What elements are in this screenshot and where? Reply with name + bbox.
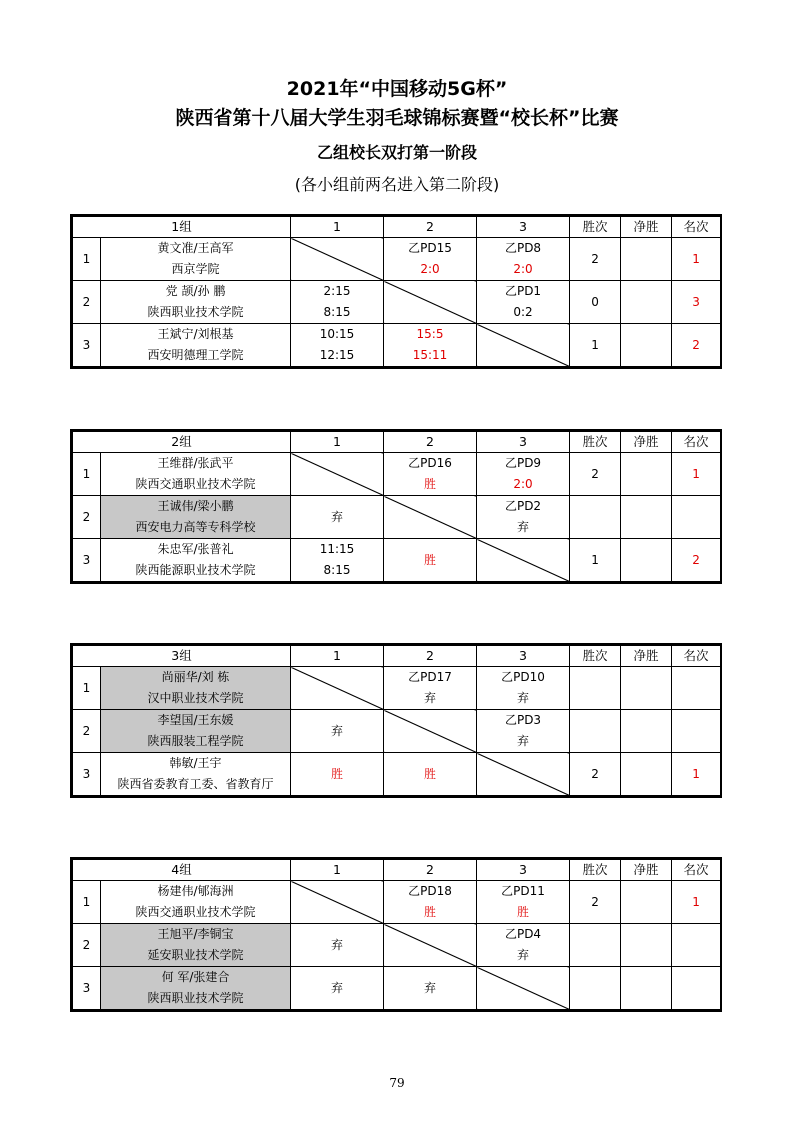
- seed-number: 2: [73, 924, 101, 967]
- result-cell-vs-2: [384, 539, 477, 582]
- result-cell-vs-1: [291, 496, 384, 539]
- player-pair: 黄文准/王高军: [157, 241, 234, 255]
- col-header-1: 1: [291, 860, 384, 881]
- team-cell: [101, 710, 291, 753]
- match-score: 0:2: [513, 305, 533, 319]
- school-name: 西京学院: [171, 262, 220, 276]
- rank-value: 2: [672, 324, 721, 367]
- group-table-2: [70, 429, 722, 584]
- col-header-3: 3: [477, 432, 570, 453]
- match-score: 弃: [517, 948, 530, 962]
- group-name: 4组: [73, 860, 291, 881]
- col-header-2: 2: [384, 646, 477, 667]
- rank-value: 1: [672, 453, 721, 496]
- match-score: 8:15: [323, 305, 351, 319]
- player-pair: 李望国/王东媛: [157, 713, 234, 727]
- match-code: 15:5: [416, 327, 444, 341]
- player-pair: 杨建伟/郇海洲: [157, 884, 234, 898]
- group-header-row: [73, 217, 721, 238]
- wins-count: 0: [570, 281, 621, 324]
- match-code: 乙PD15: [408, 241, 452, 255]
- match-score: 弃: [517, 691, 530, 705]
- school-name: 陕西职业技术学院: [147, 991, 244, 1005]
- player-pair: 党 颉/孙 鹏: [165, 284, 226, 298]
- school-name: 汉中职业技术学院: [147, 691, 244, 705]
- self-match-diagonal: [477, 539, 570, 582]
- col-header-rank: 名次: [672, 860, 721, 881]
- result-mark: 弃: [331, 938, 344, 952]
- group-table-3: [70, 643, 722, 798]
- net-wins: [621, 238, 672, 281]
- team-cell: [101, 967, 291, 1010]
- self-match-diagonal: [477, 967, 570, 1010]
- col-header-wins: 胜次: [570, 860, 621, 881]
- player-pair: 朱忠军/张普礼: [157, 542, 234, 556]
- result-mark: 胜: [424, 553, 437, 567]
- net-wins: [621, 453, 672, 496]
- result-cell-vs-3: [477, 281, 570, 324]
- rank-value: [672, 710, 721, 753]
- team-cell: [101, 753, 291, 796]
- result-cell-vs-3: [477, 881, 570, 924]
- school-name: 陕西交通职业技术学院: [135, 477, 256, 491]
- match-score: 2:0: [513, 477, 533, 491]
- col-header-1: 1: [291, 217, 384, 238]
- match-code: 乙PD9: [504, 456, 542, 470]
- team-cell: [101, 924, 291, 967]
- self-match-diagonal: [477, 324, 570, 367]
- col-header-1: 1: [291, 432, 384, 453]
- school-name: 陕西交通职业技术学院: [135, 905, 256, 919]
- player-pair: 王旭平/李铜宝: [157, 927, 234, 941]
- match-code: 乙PD3: [504, 713, 542, 727]
- wins-count: [570, 496, 621, 539]
- match-score: 2:0: [513, 262, 533, 276]
- wins-count: 1: [570, 539, 621, 582]
- seed-number: 3: [73, 967, 101, 1010]
- table-row: [73, 453, 721, 496]
- player-pair: 韩敏/王宇: [169, 756, 222, 770]
- match-code: 2:15: [323, 284, 351, 298]
- result-cell-vs-3: [477, 667, 570, 710]
- result-cell-vs-2: [384, 324, 477, 367]
- result-cell-vs-2: [384, 881, 477, 924]
- rank-value: [672, 496, 721, 539]
- result-cell-vs-3: [477, 453, 570, 496]
- col-header-rank: 名次: [672, 646, 721, 667]
- rank-value: 1: [672, 881, 721, 924]
- match-score: 胜: [517, 905, 530, 919]
- match-code: 乙PD10: [501, 670, 545, 684]
- result-cell-vs-1: [291, 324, 384, 367]
- group-name: 3组: [73, 646, 291, 667]
- table-row: [73, 496, 721, 539]
- group-name: 2组: [73, 432, 291, 453]
- group-header-row: [73, 646, 721, 667]
- table-row: [73, 281, 721, 324]
- result-cell-vs-1: [291, 539, 384, 582]
- self-match-diagonal: [384, 710, 477, 753]
- player-pair: 王诚伟/梁小鹏: [157, 499, 234, 513]
- result-cell-vs-1: [291, 281, 384, 324]
- title-line-4: (各小组前两名进入第二阶段): [294, 175, 500, 194]
- result-cell-vs-1: [291, 967, 384, 1010]
- match-score: 弃: [517, 734, 530, 748]
- col-header-2: 2: [384, 217, 477, 238]
- wins-count: [570, 710, 621, 753]
- wins-count: [570, 967, 621, 1010]
- col-header-net: 净胜: [621, 860, 672, 881]
- team-cell: [101, 881, 291, 924]
- net-wins: [621, 496, 672, 539]
- result-mark: 弃: [424, 981, 437, 995]
- result-mark: 弃: [331, 724, 344, 738]
- seed-number: 2: [73, 496, 101, 539]
- table-row: [73, 710, 721, 753]
- result-cell-vs-1: [291, 710, 384, 753]
- result-cell-vs-3: [477, 496, 570, 539]
- result-cell-vs-3: [477, 710, 570, 753]
- net-wins: [621, 967, 672, 1010]
- match-code: 乙PD16: [408, 456, 452, 470]
- seed-number: 1: [73, 881, 101, 924]
- wins-count: 2: [570, 753, 621, 796]
- self-match-diagonal: [291, 238, 384, 281]
- table-row: [73, 324, 721, 367]
- rank-value: 2: [672, 539, 721, 582]
- net-wins: [621, 667, 672, 710]
- col-header-wins: 胜次: [570, 217, 621, 238]
- net-wins: [621, 710, 672, 753]
- col-header-net: 净胜: [621, 432, 672, 453]
- self-match-diagonal: [291, 453, 384, 496]
- school-name: 西安明德理工学院: [147, 348, 244, 362]
- match-code: 乙PD2: [504, 499, 542, 513]
- seed-number: 1: [73, 238, 101, 281]
- net-wins: [621, 539, 672, 582]
- col-header-2: 2: [384, 432, 477, 453]
- col-header-3: 3: [477, 860, 570, 881]
- result-mark: 弃: [331, 981, 344, 995]
- self-match-diagonal: [291, 881, 384, 924]
- result-cell-vs-3: [477, 238, 570, 281]
- match-code: 乙PD18: [408, 884, 452, 898]
- player-pair: 尚丽华/刘 栋: [161, 670, 230, 684]
- seed-number: 1: [73, 453, 101, 496]
- match-score: 弃: [424, 691, 437, 705]
- self-match-diagonal: [291, 667, 384, 710]
- table-row: [73, 238, 721, 281]
- team-cell: [101, 539, 291, 582]
- team-cell: [101, 496, 291, 539]
- result-cell-vs-2: [384, 238, 477, 281]
- col-header-3: 3: [477, 646, 570, 667]
- team-cell: [101, 667, 291, 710]
- page-number: 79: [389, 1076, 405, 1090]
- match-code: 乙PD11: [501, 884, 545, 898]
- table-row: [73, 881, 721, 924]
- result-cell-vs-2: [384, 967, 477, 1010]
- wins-count: 2: [570, 453, 621, 496]
- school-name: 延安职业技术学院: [147, 948, 244, 962]
- match-score: 弃: [517, 520, 530, 534]
- seed-number: 1: [73, 667, 101, 710]
- match-code: 乙PD17: [408, 670, 452, 684]
- wins-count: 2: [570, 881, 621, 924]
- wins-count: 1: [570, 324, 621, 367]
- rank-value: [672, 667, 721, 710]
- group-table-4: [70, 857, 722, 1012]
- result-mark: 弃: [331, 510, 344, 524]
- net-wins: [621, 753, 672, 796]
- group-header-row: [73, 432, 721, 453]
- wins-count: [570, 924, 621, 967]
- rank-value: 1: [672, 238, 721, 281]
- self-match-diagonal: [384, 924, 477, 967]
- player-pair: 王斌宁/刘根基: [157, 327, 234, 341]
- col-header-net: 净胜: [621, 217, 672, 238]
- self-match-diagonal: [384, 496, 477, 539]
- table-row: [73, 753, 721, 796]
- match-score: 12:15: [319, 348, 355, 362]
- col-header-wins: 胜次: [570, 646, 621, 667]
- net-wins: [621, 324, 672, 367]
- wins-count: [570, 667, 621, 710]
- col-header-rank: 名次: [672, 432, 721, 453]
- player-pair: 何 军/张建合: [161, 970, 230, 984]
- group-name: 1组: [73, 217, 291, 238]
- team-cell: [101, 453, 291, 496]
- net-wins: [621, 881, 672, 924]
- result-cell-vs-2: [384, 753, 477, 796]
- col-header-3: 3: [477, 217, 570, 238]
- seed-number: 3: [73, 753, 101, 796]
- team-cell: [101, 281, 291, 324]
- match-code: 乙PD1: [504, 284, 542, 298]
- match-code: 11:15: [319, 542, 355, 556]
- seed-number: 2: [73, 710, 101, 753]
- result-cell-vs-2: [384, 667, 477, 710]
- table-row: [73, 967, 721, 1010]
- col-header-2: 2: [384, 860, 477, 881]
- table-row: [73, 539, 721, 582]
- match-score: 胜: [424, 905, 437, 919]
- result-mark: 胜: [331, 767, 344, 781]
- school-name: 西安电力高等专科学校: [135, 520, 256, 534]
- player-pair: 王维群/张武平: [157, 456, 234, 470]
- col-header-rank: 名次: [672, 217, 721, 238]
- result-cell-vs-3: [477, 924, 570, 967]
- self-match-diagonal: [477, 753, 570, 796]
- table-row: [73, 924, 721, 967]
- school-name: 陕西职业技术学院: [147, 305, 244, 319]
- table-row: [73, 667, 721, 710]
- self-match-diagonal: [384, 281, 477, 324]
- seed-number: 3: [73, 539, 101, 582]
- result-cell-vs-1: [291, 924, 384, 967]
- seed-number: 2: [73, 281, 101, 324]
- title-line-1: 2021年“中国移动5G杯”: [286, 78, 508, 100]
- net-wins: [621, 281, 672, 324]
- team-cell: [101, 324, 291, 367]
- group-header-row: [73, 860, 721, 881]
- school-name: 陕西省委教育工委、省教育厅: [117, 777, 274, 791]
- result-cell-vs-2: [384, 453, 477, 496]
- match-score: 胜: [424, 477, 437, 491]
- school-name: 陕西服装工程学院: [147, 734, 244, 748]
- match-code: 乙PD8: [504, 241, 542, 255]
- result-mark: 胜: [424, 767, 437, 781]
- match-score: 2:0: [420, 262, 440, 276]
- group-table-1: [70, 214, 722, 369]
- col-header-1: 1: [291, 646, 384, 667]
- result-cell-vs-1: [291, 753, 384, 796]
- col-header-wins: 胜次: [570, 432, 621, 453]
- match-score: 8:15: [323, 563, 351, 577]
- rank-value: [672, 967, 721, 1010]
- rank-value: 1: [672, 753, 721, 796]
- school-name: 陕西能源职业技术学院: [135, 563, 256, 577]
- wins-count: 2: [570, 238, 621, 281]
- title-line-3: 乙组校长双打第一阶段: [316, 143, 477, 162]
- seed-number: 3: [73, 324, 101, 367]
- col-header-net: 净胜: [621, 646, 672, 667]
- match-score: 15:11: [412, 348, 448, 362]
- title-line-2: 陕西省第十八届大学生羽毛球锦标赛暨“校长杯”比赛: [175, 107, 619, 129]
- rank-value: [672, 924, 721, 967]
- match-code: 乙PD4: [504, 927, 542, 941]
- rank-value: 3: [672, 281, 721, 324]
- team-cell: [101, 238, 291, 281]
- net-wins: [621, 924, 672, 967]
- match-code: 10:15: [319, 327, 355, 341]
